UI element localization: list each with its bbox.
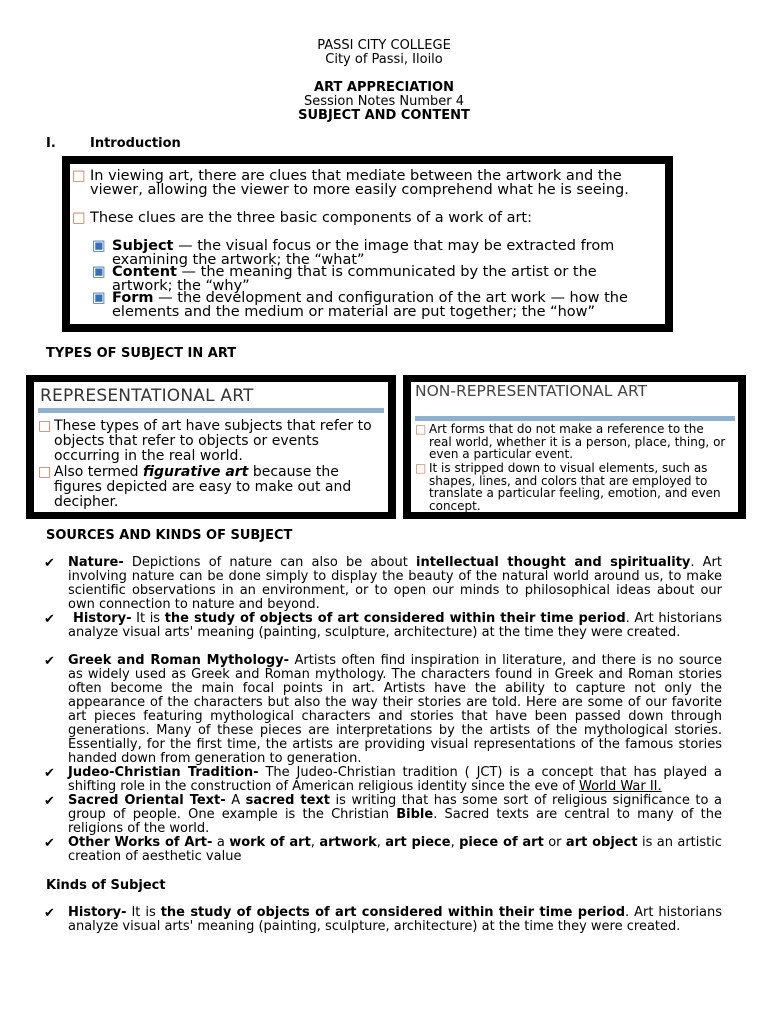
square-bullet-icon: □: [38, 418, 52, 434]
title-underline-bar: [415, 416, 735, 421]
title-underline-bar: [38, 408, 384, 413]
section-title-introduction: Introduction: [90, 136, 181, 151]
square-bullet-icon: □: [415, 422, 427, 436]
checkmark-icon: ✔: [44, 906, 55, 921]
types-heading: TYPES OF SUBJECT IN ART: [46, 346, 237, 361]
kinds-heading: Kinds of Subject: [46, 878, 166, 893]
slide-item-form: ▣ Form — the development and configuration of the art work — how the elements and the medium or material are put together; the “how”: [92, 290, 628, 320]
source-item-sacred-text: Sacred Oriental Text- A sacred text is writing that has some sort of religious significance to a group of people. One example is the Christian Bible. Sacred texts are central to many of the religions of the world.: [68, 793, 722, 836]
square-bullet-icon: □: [72, 168, 86, 184]
sources-heading: SOURCES AND KINDS OF SUBJECT: [46, 528, 293, 543]
representational-title: REPRESENTATIONAL ART: [40, 386, 254, 406]
slide-item-content: ▣ Content — the meaning that is communicated by the artist or the artwork; the “why”: [92, 264, 597, 294]
sub-bullet-icon: ▣: [92, 238, 106, 254]
source-item-other-works: Other Works of Art- a work of art, artwork, art piece, piece of art or art object is an artistic creation of aesthetic value: [68, 835, 723, 864]
representational-bullet-1: □ These types of art have subjects that refer to objects that refer to objects or events occurring in the real world.: [38, 418, 372, 464]
checkmark-icon: ✔: [44, 556, 55, 571]
section-numeral: I.: [46, 136, 56, 151]
world-war-ii-link[interactable]: World War II.: [578, 779, 662, 794]
slide-paragraph-1: □ In viewing art, there are clues that mediate between the artwork and the viewer, allowing the viewer to more easily comprehend what he is seeing.: [72, 168, 629, 198]
sub-bullet-icon: ▣: [92, 264, 106, 280]
non-representational-slide: [403, 375, 746, 519]
square-bullet-icon: □: [415, 461, 427, 475]
intro-slide: [62, 156, 673, 332]
checkmark-icon: ✔: [44, 654, 55, 669]
square-bullet-icon: □: [38, 464, 52, 480]
source-item-greek-roman: Greek and Roman Mythology- Artists often find inspiration in literature, and there is no source as widely used as Greek and Roman mythology. The characters found in Greek and Roman stories often become the main focal points in art. Artists have the ability to capture not only the appearance of the characters but also the way their stories are told. Here are some of our favorite art pieces featuring mythological characters and stories that have been passed down through generations. Many of these pieces are interpretations by the artists of the mythological stories. Essentially, for the first time, the artists are providing visual representations of the famous stories handed down from generation to generation.: [68, 653, 722, 766]
college-city: City of Passi, Iloilo: [325, 52, 443, 67]
representational-slide: [26, 375, 396, 519]
checkmark-icon: ✔: [44, 612, 55, 627]
non-representational-bullet-1: □ Art forms that do not make a reference to the real world, whether it is a person, place, thing, or even a particular event.: [415, 422, 726, 461]
checkmark-icon: ✔: [44, 766, 55, 781]
college-name: PASSI CITY COLLEGE: [317, 38, 451, 53]
slide-paragraph-2: □ These clues are the three basic components of a work of art:: [72, 210, 532, 226]
source-item-judeo-christian: Judeo-Christian Tradition- The Judeo-Christian tradition ( JCT) is a concept that has played a shifting role in the construction of American religious identity since the eve of World War II.: [68, 765, 722, 794]
topic-title: SUBJECT AND CONTENT: [298, 108, 470, 123]
representational-bullet-2: □ Also termed figurative art because the figures depicted are easy to make out and decipher.: [38, 464, 352, 510]
checkmark-icon: ✔: [44, 794, 55, 809]
session-number: Session Notes Number 4: [303, 94, 465, 109]
sub-bullet-icon: ▣: [92, 290, 106, 306]
slide-item-subject: ▣ Subject — the visual focus or the image that may be extracted from examining the artwork; the “what”: [92, 238, 615, 268]
source-item-history: History- It is the study of objects of art considered within their time period. Art historians analyze visual arts' meaning (painting, sculpture, architecture) at the time they were created.: [68, 611, 722, 640]
non-representational-title: NON-REPRESENTATIONAL ART: [415, 382, 648, 400]
checkmark-icon: ✔: [44, 836, 55, 851]
course-title: ART APPRECIATION: [314, 80, 454, 95]
source-item-nature: Nature- Depictions of nature can also be about intellectual thought and spirituality. Art involving nature can be done simply to display the beauty of the natural world around us, to make scientific observations in an environment, or to open our minds to philosophical ideas about our own connection to nature and beyond.: [68, 555, 722, 612]
square-bullet-icon: □: [72, 210, 86, 226]
kinds-item-history: History- It is the study of objects of art considered within their time period. Art historians analyze visual arts' meaning (painting, sculpture, architecture) at the time they were created.: [68, 905, 722, 934]
non-representational-bullet-2: □ It is stripped down to visual elements, such as shapes, lines, and colors that are employed to translate a particular feeling, emotion, and even concept.: [415, 461, 721, 513]
